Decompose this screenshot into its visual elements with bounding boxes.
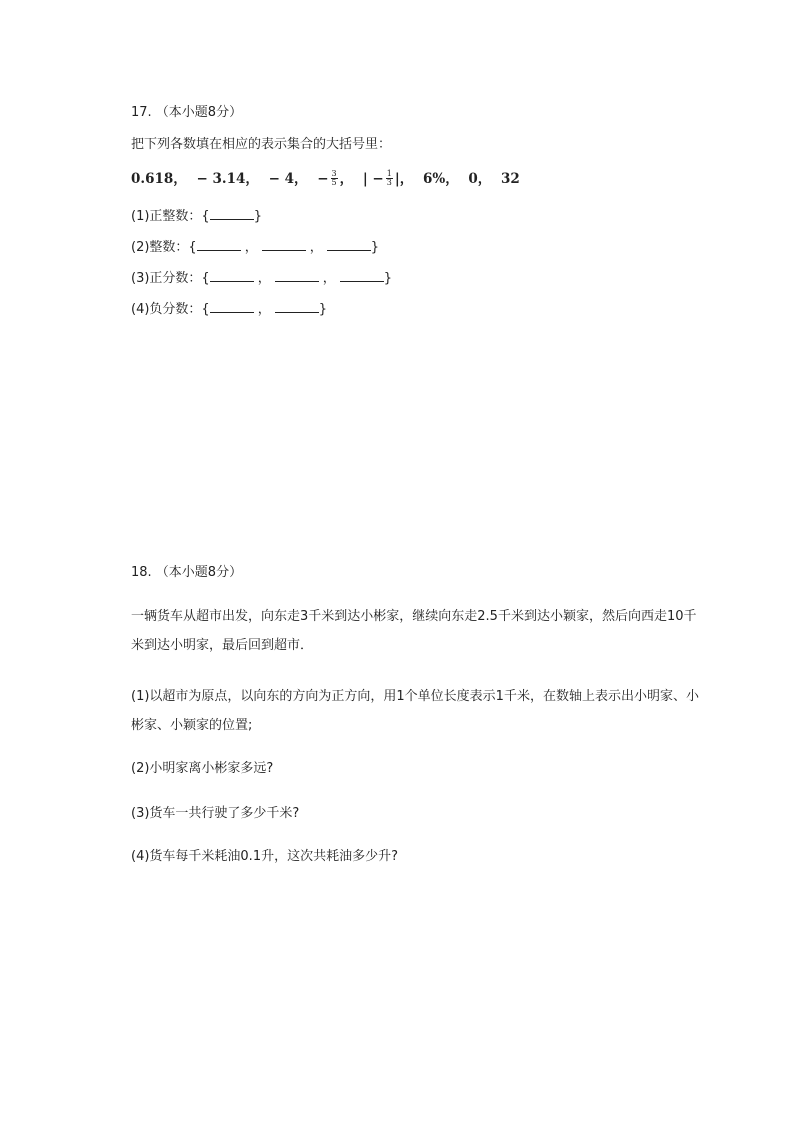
fraction-one-third: $\frac{1}{3}$ — [386, 169, 392, 187]
number-32: 32 — [501, 171, 520, 187]
q18-sub2: (2)小明家离小彬家多远? — [131, 761, 274, 776]
q18-stem: 一辆货车从超市出发，向东走3千米到达小彬家，继续向东走2.5千米到达小颖家，然后向西走10千米到达小明家，最后回到超市． — [131, 609, 697, 653]
answer-blank[interactable] — [210, 300, 254, 313]
q17-item-negative-fractions: (4)负分数：{ ， } — [131, 302, 327, 317]
answer-blank[interactable] — [340, 269, 384, 282]
answer-blank[interactable] — [262, 238, 306, 251]
q17-number-list — [131, 170, 520, 188]
answer-blank[interactable] — [210, 269, 254, 282]
q17-item-integers: (2)整数：{ ， ， } — [131, 240, 380, 255]
answer-blank[interactable] — [275, 269, 319, 282]
number-abs-neg-one-third: | − $\frac{1}{3}$ |， — [362, 169, 414, 187]
number-neg-4: − 4， — [268, 171, 308, 187]
q18-sub1: (1)以超市为原点，以向东的方向为正方向，用1个单位长度表示1千米，在数轴上表示出小明家、小彬家、小颖家的位置; — [131, 689, 699, 733]
number-0: 0， — [468, 171, 492, 187]
answer-blank[interactable] — [327, 238, 371, 251]
q18-header: 18. （本小题8分） — [131, 565, 243, 580]
answer-blank[interactable] — [197, 238, 241, 251]
number-6-percent: 6%， — [422, 171, 459, 187]
number-neg-3-14: − 3.14， — [196, 171, 259, 187]
q18-sub4: (4)货车每千米耗油0.1升，这次共耗油多少升? — [131, 849, 398, 864]
number-0-618: 0.618， — [131, 171, 187, 187]
answer-blank[interactable] — [210, 207, 254, 220]
q17-item-positive-integers: (1)正整数：{ } — [131, 209, 262, 224]
q17-header: 17. （本小题8分） — [131, 105, 243, 120]
number-neg-three-fifths: − $\frac{3}{5}$ ， — [317, 169, 354, 187]
answer-blank[interactable] — [275, 300, 319, 313]
q18-sub3: (3)货车一共行驶了多少千米? — [131, 806, 300, 821]
fraction-three-fifths: $\frac{3}{5}$ — [331, 169, 337, 187]
q17-prompt: 把下列各数填在相应的表示集合的大括号里： — [131, 137, 392, 152]
q17-item-positive-fractions: (3)正分数：{ ， ， } — [131, 271, 393, 286]
